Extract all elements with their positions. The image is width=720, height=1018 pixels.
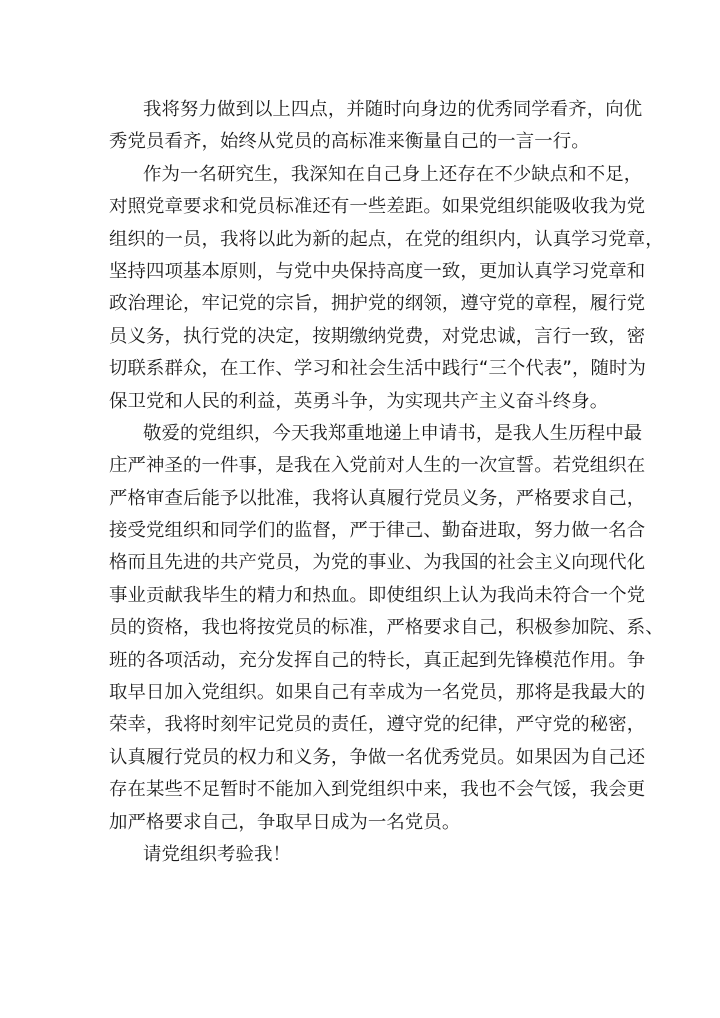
paragraph-line: 我将努力做到以上四点，并随时向身边的优秀同学看齐，向优	[143, 99, 643, 120]
paragraph-line: 严格审查后能予以批准，我将认真履行党员义务，严格要求自己，	[109, 487, 646, 509]
paragraph-line: 接受党组织和同学们的监督，严于律己、勤奋进取，努力做一名合	[109, 520, 646, 542]
paragraph-line: 员的资格，我也将按党员的标准，严格要求自己，积极参加院、系、	[109, 617, 664, 639]
paragraph-line: 秀党员看齐，始终从党员的高标准来衡量自己的一言一行。	[109, 131, 590, 153]
paragraph-line: 格而且先进的共产党员，为党的事业、为我国的社会主义向现代化	[109, 552, 646, 574]
paragraph-line: 加严格要求自己，争取早日成为一名党员。	[109, 811, 461, 833]
paragraph-line: 庄严神圣的一件事，是我在入党前对人生的一次宣誓。若党组织在	[109, 455, 646, 477]
paragraph-line: 员义务，执行党的决定，按期缴纳党费，对党忠诚，言行一致，密	[109, 325, 646, 347]
closing-line: 请党组织考验我！	[143, 843, 291, 865]
paragraph-line: 取早日加入党组织。如果自己有幸成为一名党员，那将是我最大的	[109, 682, 646, 704]
paragraph-line: 作为一名研究生，我深知在自己身上还存在不少缺点和不足，	[143, 163, 643, 185]
paragraph-line: 敬爱的党组织，今天我郑重地递上申请书，是我人生历程中最	[143, 422, 643, 444]
paragraph-line: 坚持四项基本原则，与党中央保持高度一致，更加认真学习党章和	[109, 260, 646, 282]
paragraph-line: 存在某些不足暂时不能加入到党组织中来，我也不会气馁，我会更	[109, 779, 646, 801]
paragraph-line: 切联系群众，在工作、学习和社会生活中践行“三个代表”，随时为	[109, 358, 646, 380]
paragraph-line: 政治理论，牢记党的宗旨，拥护党的纲领，遵守党的章程，履行党	[109, 293, 646, 315]
paragraph-line: 荣幸，我将时刻牢记党员的责任，遵守党的纪律，严守党的秘密，	[109, 714, 646, 736]
paragraph-line: 组织的一员，我将以此为新的起点，在党的组织内，认真学习党章，	[109, 228, 664, 250]
paragraph-line: 对照党章要求和党员标准还有一些差距。如果党组织能吸收我为党	[109, 196, 646, 218]
paragraph-line: 事业贡献我毕生的精力和热血。即使组织上认为我尚未符合一个党	[109, 584, 646, 606]
paragraph-line: 班的各项活动，充分发挥自己的特长，真正起到先锋模范作用。争	[109, 649, 646, 671]
paragraph-line: 认真履行党员的权力和义务，争做一名优秀党员。如果因为自己还	[109, 746, 646, 768]
paragraph-line: 保卫党和人民的利益，英勇斗争，为实现共产主义奋斗终身。	[109, 390, 609, 412]
document-body	[109, 94, 664, 871]
